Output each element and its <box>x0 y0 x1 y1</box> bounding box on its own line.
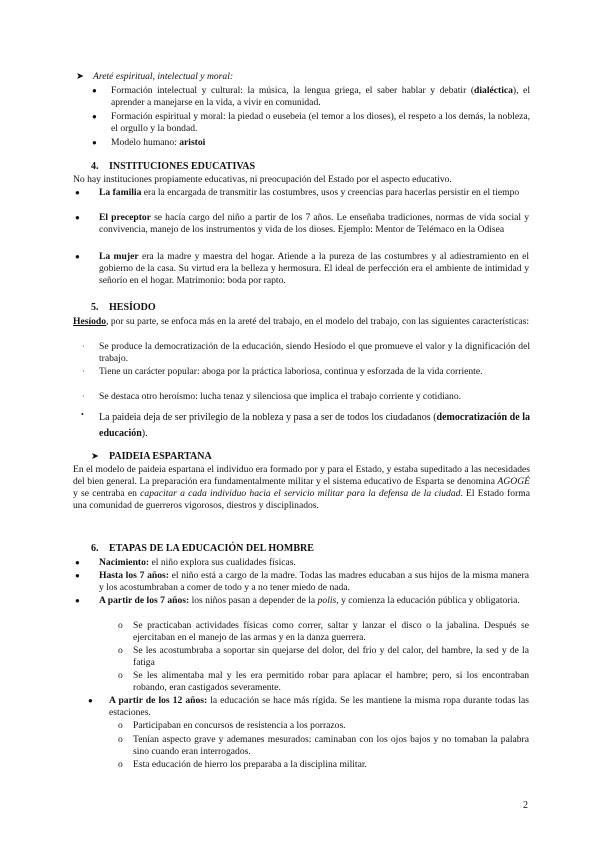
partir-7-text-1: los niños pasan a depender de la <box>189 595 318 606</box>
dash-bullet-icon: · <box>82 392 85 401</box>
section-4-item-preceptor <box>99 212 529 236</box>
hasta-7-label: Hasta los 7 años: <box>99 570 169 581</box>
paideia-privilege-post: ). <box>141 428 148 439</box>
bullet-icon: ● <box>75 188 80 197</box>
bullet-icon: ● <box>75 213 80 222</box>
paideia-italic: capacitar a cada individuo hacia el servicio militar para la defensa de la ciudad <box>140 488 461 500</box>
arete-item-2-text: Formación espiritual y moral: la piedad o eusebeia (el temor a los dioses), el respeto a los demás, la nobleza, el orgullo y la bondad. <box>111 111 530 135</box>
partir-12-text: la educación se hace más rígida. Se les mantiene la misma ropa durante todas las estaciones. <box>109 695 529 719</box>
paideia-text-1: En el modelo de paideia espartana el individuo era formado por y para el Estado, y estaba supeditado a las necesidades del bien general. La preparación era fundamentalmente militar y el sistema educativo de Esparta se denomina <box>73 464 530 488</box>
hesiodo-item-2: Tiene un carácter popular: aboga por la práctica laboriosa, continua y esforzada de la vida corriente. <box>99 366 483 377</box>
sub-bullet-icon: o <box>118 645 123 656</box>
arrow-bullet-icon: ➤ <box>91 451 100 462</box>
partir-7-label: A partir de los 7 años: <box>99 595 190 606</box>
partir-7-text-2: , y comienza la educación pública y obligatoria. <box>336 595 520 606</box>
hesiodo-item-4 <box>99 410 530 442</box>
paideia-privilege-text: La paideia deja de ser privilegio de la nobleza y pasa a ser de todos los ciudadanos ( <box>99 412 437 423</box>
page-number: 2 <box>523 800 528 811</box>
paideia-text <box>73 464 530 512</box>
hesiodo-item-1: Se produce la democratización de la educación, siendo Hesíodo el que promueve el valor y la dignificación del trabajo. <box>99 341 530 365</box>
dash-bullet-icon: · <box>82 367 85 376</box>
stage-12-sub-1: Participaban en concursos de resistencia a los porrazos. <box>133 720 346 731</box>
paideia-title: PAIDEIA ESPARTANA <box>109 451 212 462</box>
preceptor-label: El preceptor <box>99 212 151 223</box>
nacimiento-text: el niño explora sus cualidades físicas. <box>149 557 296 568</box>
bullet-icon: • <box>81 410 84 419</box>
sub-bullet-icon: o <box>118 720 123 731</box>
hesiodo-item-3: Se destaca otro heroísmo: lucha tenaz y silenciosa que implica el trabajo corriente y cotidiano. <box>99 391 462 402</box>
paideia-text-3: . El Estado forma una comunidad de guerreros vigorosos, diestros y disciplinados. <box>73 488 530 512</box>
nacimiento-label: Nacimiento: <box>99 557 150 568</box>
hasta-7-text: el niño está a cargo de la madre. Todas las madres educaban a sus hijos de la misma manera y los acostumbraban a comer de todo y a no tener miedo de nada. <box>99 570 530 594</box>
section-4-item-mujer <box>99 251 529 287</box>
bullet-icon: ● <box>92 112 97 121</box>
partir-12-label: A partir de los 12 años: <box>109 695 208 706</box>
section-4-number: 4. <box>91 161 99 172</box>
democratization-bold: democratización de la educación <box>99 412 531 439</box>
stage-partir-7 <box>99 595 529 607</box>
bullet-icon: ● <box>92 86 97 95</box>
bullet-icon: ● <box>88 696 93 705</box>
section-6-title: ETAPAS DE LA EDUCACIÓN DEL HOMBRE <box>109 543 314 554</box>
section-5-number: 5. <box>91 302 99 313</box>
mujer-text: era la madre y maestra del hogar. Atiende a la pureza de las costumbres y al adiestramiento en el gobierno de la casa. Su virtud era la belleza y hermosura. El ideal de perfección era el ambiente de intimidad y señorío en el hogar. Matrimonio: boda por rapto. <box>99 251 530 287</box>
section-5-intro <box>73 316 530 328</box>
arete-title: Areté espiritual, intelectual y moral: <box>93 71 234 82</box>
bullet-icon: ● <box>75 571 80 580</box>
bullet-icon: ● <box>75 558 80 567</box>
preceptor-text: se hacía cargo del niño a partir de los 7 años. Le enseñaba tradiciones, normas de vida social y convivencia, manejo de los instrumentos y vida de los dioses. Ejemplo: Mentor de Telémaco en la Odisea <box>99 212 530 236</box>
section-5-title: HESÍODO <box>109 302 156 313</box>
bullet-icon: ● <box>75 596 80 605</box>
section-4-item-familia <box>99 187 529 199</box>
stage-12-sub-3: Esta educación de hierro los preparaba a la disciplina militar. <box>133 759 367 770</box>
sub-bullet-icon: o <box>118 734 123 745</box>
bullet-icon: ● <box>75 252 80 261</box>
stage-12-sub-2: Tenían aspecto grave y ademanes mesurados: caminaban con los ojos bajos y no tomaban la palabra sino cuando eran interrogados. <box>133 734 529 758</box>
familia-label: La familia <box>99 187 142 198</box>
paideia-text-2: y se centraba en <box>73 488 141 500</box>
polis-term: polis <box>317 595 337 606</box>
agoge-term: AGOGÉ <box>497 476 530 488</box>
arete-item-3-bold: aristoi <box>179 137 206 148</box>
arete-item-3 <box>111 137 530 149</box>
dash-bullet-icon: · <box>82 342 85 351</box>
arete-item-1-text: Formación intelectual y cultural: la música, la lengua griega, el saber hablar y debatir ( <box>111 85 475 96</box>
arrow-bullet-icon: ➤ <box>76 71 85 82</box>
sub-bullet-icon: o <box>118 759 123 770</box>
section-5-intro-text: , por su parte, se enfoca más en la areté del trabajo, en el modelo del trabajo, con las siguientes características: <box>106 316 530 327</box>
arete-item-1 <box>111 85 530 109</box>
stage-nacimiento <box>99 557 529 569</box>
arete-item-1-post: ), el aprender a manejarse en la vida, a vivir en comunidad. <box>111 85 530 109</box>
section-4-title: INSTITUCIONES EDUCATIVAS <box>109 161 256 172</box>
sub-bullet-icon: o <box>118 670 123 681</box>
bullet-icon: ● <box>92 138 97 147</box>
stage-hasta-7 <box>99 570 529 594</box>
stage-7-sub-2: Se les acostumbraba a soportar sin quejarse del dolor, del frío y del calor, del hambre, la sed y de la fatiga <box>133 645 529 669</box>
arete-item-3-text: Modelo humano: <box>111 137 180 148</box>
stage-partir-12 <box>109 695 529 719</box>
stage-7-sub-1: Se practicaban actividades físicas como correr, saltar y lanzar el disco o la jabalina. Después se ejercitaban en el manejo de las armas y en la danza guerrera. <box>133 620 529 644</box>
section-4-intro: No hay instituciones propiamente educativas, ni preocupación del Estado por el aspecto educativo. <box>73 174 452 185</box>
familia-text: era la encargada de transmitir las costumbres, usos y creencias para hacerlas persistir en el tiempo <box>141 187 520 198</box>
sub-bullet-icon: o <box>118 620 123 631</box>
hesiodo-label: Hesíodo <box>73 316 107 327</box>
stage-7-sub-3: Se les alimentaba mal y les era permitido robar para aplacar el hambre; pero, si los encontraban robando, eran castigados severamente. <box>133 670 529 694</box>
section-6-number: 6. <box>91 543 99 554</box>
mujer-label: La mujer <box>99 251 139 262</box>
arete-item-2 <box>111 111 530 135</box>
arete-item-1-bold: dialéctica <box>474 85 513 96</box>
